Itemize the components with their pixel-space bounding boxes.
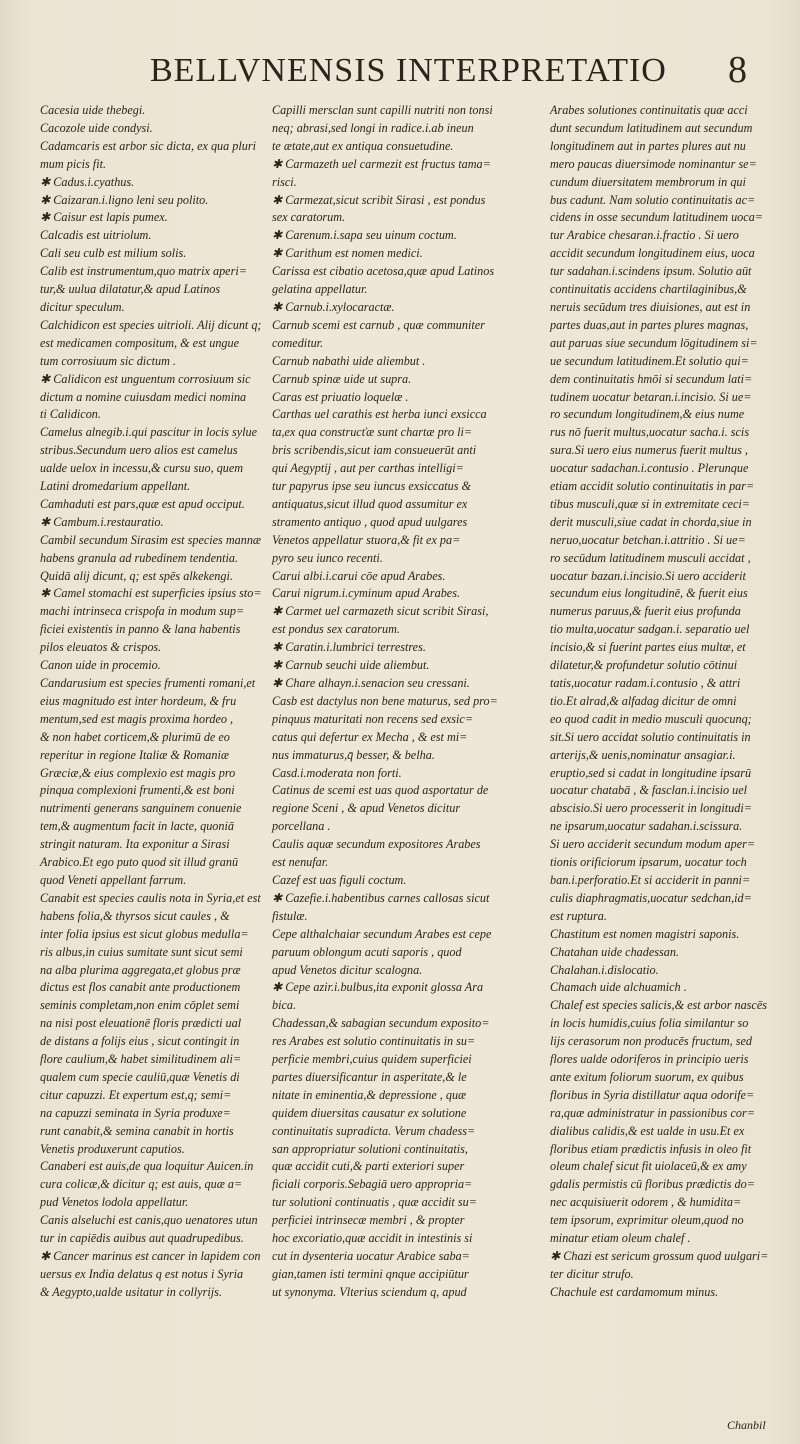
text-line: cundum diuersitatem membrorum in qui (550, 174, 746, 189)
text-line: nus immaturus,q̄ besser, & belha. (272, 747, 435, 762)
text-line: porcellana . (272, 819, 331, 834)
text-line: incisio,& si fuerint partes eius multæ, et (550, 640, 746, 655)
text-line: ualde uelox in incessu,& cursu suo, quem (40, 461, 244, 476)
text-line: citur capuzzi. Et expertum est,q; semi= (40, 1087, 232, 1102)
text-line: risci. (272, 174, 297, 189)
text-line: habens granula ad rubedinem tendentia. (40, 550, 239, 565)
text-line: bica. (272, 998, 297, 1013)
text-line: ✱ Cancer marinus est cancer in lapidem con (40, 1249, 261, 1263)
text-line: tur in capiēdis auibus aut quadrupedibus. (40, 1231, 244, 1246)
text-line: Venetos appellatur stuora,& fit ex pa= (272, 532, 461, 547)
text-line: ban.i.perforatio.Et si acciderit in panni= (550, 872, 751, 887)
text-line: na nisi post eleuationē floris prædicti ual (40, 1016, 242, 1031)
text-line: pinqua complexioni frumenti,& est boni (40, 783, 235, 798)
text-column-middle (272, 102, 528, 1302)
text-line: Cali seu culb est milium solis. (40, 246, 187, 261)
text-line: ✱ Camel stomachi est superficies ipsius sto= (40, 586, 262, 601)
text-line: regione Sceni , & apud Venetos dicitur (272, 801, 461, 816)
text-line: comeditur. (272, 335, 324, 350)
text-line: sura.Si uero eius numerus fuerit multus , (550, 443, 748, 458)
text-line: antiquatus,sicut illud quod assumitur ex (272, 496, 468, 511)
text-line: Si uero acciderit secundum modum aper= (550, 837, 756, 852)
text-line: inter folia ipsius est sicut globus medulla= (40, 926, 249, 941)
text-line: Carnub nabathi uide aliembut . (272, 353, 426, 368)
text-line: Carissa est cibatio acetosa,quæ apud Latinos (272, 264, 495, 279)
text-line: ue secundum latitudinem.Et solutio qui= (550, 353, 749, 368)
text-line: Caras est priuatio loquelæ . (272, 389, 409, 404)
text-line: de distans a folijs eius , sicut contingit in (40, 1034, 240, 1049)
text-line: habens folia,& thyrsos sicut caules , & (40, 908, 230, 923)
catchword: Chanbil (727, 1418, 766, 1432)
text-line: ✱ Carenum.i.sapa seu uinum coctum. (272, 228, 457, 243)
text-line: tem,& augmentum facit in lacte, quoniā (40, 819, 234, 834)
text-line: stringit naturam. Ita exponitur a Sirasi (40, 837, 230, 852)
text-line: ta,ex qua construcťæ sunt chartæ pro li= (272, 425, 473, 440)
text-line: uocatur bazan.i.incisio.Si uero acciderit (550, 568, 746, 583)
text-line: quidem diuersitas causatur ex solutione (272, 1105, 467, 1120)
text-line: mero paucas diuersimode nominantur se= (550, 156, 757, 171)
text-line: tio.Et alrad,& alfadag dicitur de omni (550, 693, 737, 708)
text-line: Cambil secundum Sirasim est species mannæ (40, 532, 262, 547)
text-line: flores ualde odoriferos in principio ueris (550, 1052, 749, 1067)
text-line: na capuzzi seminata in Syria produxe= (40, 1105, 231, 1120)
text-line: lijs cerasorum non producēs fructum, sed (550, 1034, 752, 1049)
text-line: Cacozole uide condysi. (40, 120, 153, 135)
text-line: ante exitum foliorum suorum, ex quibus (550, 1069, 744, 1084)
text-line: gelatina appellatur. (272, 282, 368, 297)
text-line: gian,tamen isti termini qnque accipiūtur (272, 1266, 469, 1281)
text-line: sex caratorum. (272, 210, 346, 225)
text-line: Arabico.Et ego puto quod sit illud granū (40, 855, 239, 870)
text-line: tionis orificiorum ipsarum, uocatur toch (550, 855, 747, 870)
text-line: uocatur sadachan.i.contusio . Plerunque (550, 461, 749, 476)
text-line: pilos eleuatos & crispos. (40, 640, 162, 655)
text-line: ut synonyma. Vlterius sciendum q, apud (272, 1284, 467, 1299)
text-line: Chachule est cardamomum minus. (550, 1284, 719, 1299)
text-line: tibus musculi,quæ si in extremitate ceci= (550, 496, 751, 511)
text-line: Carui nigrum.i.cyminum apud Arabes. (272, 586, 461, 601)
text-line: dilatetur,& profundetur solutio cōtinui (550, 658, 738, 673)
text-line: partes duas,aut in partes plures magnas, (550, 317, 749, 332)
text-line: ✱ Carmazeth uel carmezit est fructus tama= (272, 156, 491, 171)
text-line: uersus ex India delatus q est notus i Syria (40, 1266, 244, 1281)
text-line: Catinus de scemi est uas quod asportatur de (272, 783, 489, 798)
text-line: ficiei existentis in panno & lana habentis (40, 622, 241, 637)
text-line: Chalef est species salicis,& est arbor nascēs (550, 998, 767, 1013)
text-line: bus cadunt. Nam solutio continuitatis ac= (550, 192, 756, 207)
text-line: ✱ Chare alhayn.i.senacion seu cressani. (272, 676, 470, 690)
text-line: stribus.Secundum uero alios est camelus (40, 443, 238, 458)
text-line: dunt secundum latitudinem aut secundum (550, 120, 753, 135)
text-line: Chalahan.i.dislocatio. (550, 962, 659, 977)
text-line: Latini dromedarium appellant. (40, 479, 191, 494)
text-line: oleum chalef sicut fit uiolaceū,& ex amy (550, 1159, 747, 1174)
text-line: mentum,sed est magis proxima hordeo , (40, 711, 234, 726)
text-line: Carnub scemi est carnub , quæ communiter (272, 317, 485, 332)
text-line: ✱ Cazefie.i.habentibus carnes callosas sicut (272, 890, 490, 905)
text-line: longitudinem aut in partes plures aut nu (550, 138, 746, 153)
text-line: Calib est instrumentum,quo matrix aperi= (40, 264, 247, 279)
text-line: paruum oblongum acuti saporis , quod (272, 944, 462, 959)
text-line: qui Aegyptij , aut per carthas intelligi= (272, 461, 464, 476)
text-line: neruis secūdum tres diuisiones, aut est in (550, 299, 751, 314)
text-line: derit musculi,siue cadat in chorda,siue in (550, 514, 752, 529)
text-line: etiam accidit solutio continuitatis in par= (550, 479, 755, 494)
text-line: cura colicæ,& dicitur q; est auis, quæ a= (40, 1177, 243, 1192)
text-line: flore caulium,& habet similitudinem ali= (40, 1052, 242, 1067)
text-line: culis diaphragmatis,uocatur sedchan,id= (550, 890, 752, 905)
text-line: nutrimenti generans sanguinem conuenie (40, 801, 242, 816)
text-line: rus nō fuerit multus,uocatur sacha.i. scis (550, 425, 750, 440)
text-line: machi intrinseca crispofa in modum sup= (40, 604, 245, 619)
text-line: pud Venetos lodola appellatur. (40, 1195, 189, 1210)
text-line: ✱ Carmet uel carmazeth sicut scribit Sirasi, (272, 604, 489, 619)
text-line: aut paruas siue secundum lōgitudinem si= (550, 335, 758, 350)
text-line: eius magnitudo est inter hordeum, & fru (40, 693, 237, 708)
text-line: Casd.i.moderata non forti. (272, 765, 402, 780)
page-header (0, 49, 800, 98)
text-line: pyro seu iunco recenti. (272, 550, 383, 565)
text-line: stramento antiquo , quod apud uulgares (272, 514, 468, 529)
text-line: Canon uide in procemio. (40, 658, 161, 673)
text-line: Quidā alij dicunt, q; est spēs alkekengi. (40, 568, 233, 583)
text-line: ter dicitur strufo. (550, 1266, 634, 1281)
text-line: Carnub spinæ uide ut supra. (272, 371, 412, 386)
text-line: gdalis permistis cū floribus prædictis do= (550, 1177, 755, 1192)
running-title: BELLVNENSIS INTERPRETATIO (150, 52, 667, 89)
text-line: ✱ Caratin.i.lumbrici terrestres. (272, 640, 426, 655)
text-line: abscisio.Si uero processerit in longitudi= (550, 801, 752, 816)
text-line: numerus paruus,& fuerit eius profunda (550, 604, 741, 619)
text-line: tur solutioni continuatis , quæ accidit su= (272, 1195, 477, 1210)
text-line: seminis completam,non enim cōplet semi (40, 998, 240, 1013)
text-line: Cadamcaris est arbor sic dicta, ex qua pluri (40, 138, 256, 153)
text-line: sit.Si uero accidat solutio continuitatis in (550, 729, 751, 744)
text-line: ✱ Carnub.i.xylocaractæ. (272, 299, 395, 314)
text-line: pinquus maturitati non recens sed exsic= (272, 711, 474, 726)
text-line: apud Venetos dicitur scalogna. (272, 962, 423, 977)
text-line: in locis humidis,cuius folia similantur so (550, 1016, 749, 1031)
text-line: continuitatis supradicta. Verum chadess= (272, 1123, 476, 1138)
text-line: Camelus alnegib.i.qui pascitur in locis sylue (40, 425, 257, 440)
text-line: ra,quæ administratur in passionibus cor= (550, 1105, 755, 1120)
text-line: Casb est dactylus non bene maturus, sed pro= (272, 693, 498, 708)
text-line: res Arabes est solutio continuitatis in su= (272, 1034, 476, 1049)
text-line: tio multa,uocatur sadgan.i. separatio uel (550, 622, 750, 637)
text-line: dicitur speculum. (40, 299, 125, 314)
text-line: Capilli mersclan sunt capilli nutriti non tonsi (272, 103, 493, 117)
text-line: Venetis produxerunt caputios. (40, 1141, 185, 1156)
text-line: hoc excoriatio,quæ accidit in intestinis si (272, 1231, 473, 1246)
text-line: perficie membri,cuius quidem superficiei (272, 1052, 472, 1067)
text-line: Cacesia uide thebegi. (40, 103, 146, 117)
text-line: partes diuersificantur in asperitate,& le (272, 1069, 467, 1084)
text-line: Carthas uel carathis est herba iunci exsicca (272, 407, 487, 422)
text-line: & Aegypto,ualde usitatur in collyrijs. (40, 1284, 222, 1299)
text-line: Canis alseluchi est canis,quo uenatores utun (40, 1213, 258, 1228)
text-line: ti Calidicon. (40, 407, 101, 422)
text-line: floribus etiam prædictis infusis in oleo fit (550, 1141, 752, 1156)
text-line: ✱ Carmezat,sicut scribit Sirasi , est pondus (272, 192, 486, 207)
text-line: tem ipsorum, exprimitur oleum,quod no (550, 1213, 744, 1228)
text-line: ✱ Cepe azir.i.bulbus,ita exponit glossa Ara (272, 980, 484, 995)
text-line: accidit secundum longitudinem eius, uoca (550, 246, 755, 261)
text-line: secundum eius longitudinē, & fuerit eius (550, 586, 748, 601)
text-line: mum picis fit. (40, 156, 107, 171)
text-line: catus qui defertur ex Mecha , & est mi= (272, 729, 468, 744)
text-line: nec acquisiuerit odorem , & humidita= (550, 1195, 742, 1210)
text-line: Calchidicon est species uitrioli. Alij dicunt q; (40, 317, 262, 332)
text-line: nitate in eminentia,& depressione , quæ (272, 1087, 467, 1102)
text-line: te ætate,aut ex antiqua consuetudine. (272, 138, 454, 153)
text-line: Cazef est uas figuli coctum. (272, 872, 407, 887)
text-line: continuitatis accidens chartilaginibus,& (550, 282, 747, 297)
text-line: Græciæ,& eius complexio est magis pro (40, 765, 236, 780)
text-line: san appropriatur solutioni continuitatis, (272, 1141, 468, 1156)
text-line: tur,& uulua dilatatur,& apud Latinos (40, 282, 221, 297)
text-line: minatur etiam oleum chalef . (550, 1231, 691, 1246)
text-line: tudinem uocatur betaran.i.incisio. Si ue= (550, 389, 752, 404)
text-line: est nenufar. (272, 855, 329, 870)
text-line: floribus in Syria distillatur aqua odorife= (550, 1087, 755, 1102)
text-line: reperitur in regione Italiæ & Romaniæ (40, 747, 230, 762)
text-line: ne ipsarum,uocatur sadahan.i.scissura. (550, 819, 743, 834)
text-line: ficiali corporis.Sebagiā uero appropria= (272, 1177, 473, 1192)
text-line: cidens in osse secundum latitudinem uoca= (550, 210, 764, 225)
text-line: tur papyrus ipse seu iuncus exsiccatus & (272, 479, 472, 494)
text-line: dem continuitatis hmōi si secundum lati= (550, 371, 753, 386)
text-line: arterijs,& uenis,nominatur ansagiar.i. (550, 747, 736, 762)
text-line: tatis,uocatur radam.i.contusio , & attri (550, 676, 741, 690)
text-line: Chastitum est nomen magistri saponis. (550, 926, 740, 941)
text-line: est ruptura. (550, 908, 607, 923)
text-column-right (550, 102, 772, 1302)
text-line: est pondus sex caratorum. (272, 622, 400, 637)
text-line: ✱ Cambum.i.restauratio. (40, 514, 164, 529)
text-line: ris albus,in cuius sumitate sunt sicut semi (40, 944, 243, 959)
text-line: est medicamen compositum, & est ungue (40, 335, 240, 350)
text-line: Calcadis est uitriolum. (40, 228, 152, 243)
text-line: quod Veneti appellant farrum. (40, 872, 187, 887)
text-line: neruo,uocatur betchan.i.attritio . Si ue= (550, 532, 746, 547)
text-line: eo quod cadit in medio musculi quocunq; (550, 711, 752, 726)
text-line: Chamach uide alchuamich . (550, 980, 687, 995)
text-line: ro secūdum latitudinem musculi accidat , (550, 550, 751, 565)
page-number: 8 (728, 49, 747, 91)
text-line: ✱ Cadus.i.cyathus. (40, 174, 135, 189)
text-line: fistulæ. (272, 908, 308, 923)
text-line: Arabes solutiones continuitatis quæ acci (550, 103, 748, 117)
text-line: qualem cum specie cauliū,quæ Venetis di (40, 1069, 240, 1084)
text-line: dictus est flos canabit ante productionem (40, 980, 241, 995)
text-line: na alba plurima aggregata,et globus præ (40, 962, 241, 977)
text-line: Carui albi.i.carui cōe apud Arabes. (272, 568, 446, 583)
text-line: ✱ Caisur est lapis pumex. (40, 210, 168, 225)
text-line: dialibus calidis,& est ualde in usu.Et ex (550, 1123, 745, 1138)
text-line: Caulis aquæ secundum expositores Arabes (272, 837, 481, 852)
text-line: cut in dysenteria uocatur Arabice saba= (272, 1249, 470, 1263)
text-line: Cepe althalchaiar secundum Arabes est cepe (272, 926, 492, 941)
text-line: neq; abrasi,sed longi in radice.i.ab ineun (272, 120, 474, 135)
text-line: runt canabit,& semina canabit in hortis (40, 1123, 234, 1138)
text-line: Candarusium est species frumenti romani,et (40, 676, 256, 690)
text-line: bris scribendis,sicut iam consueuerūt anti (272, 443, 477, 458)
text-line: dictum a nomine cuiusdam medici nomina (40, 389, 247, 404)
text-line: Canaberi est auis,de qua loquitur Auicen.in (40, 1159, 254, 1174)
text-line: quæ accidit cuti,& parti exteriori super (272, 1159, 465, 1174)
text-line: tur sadahan.i.scindens ipsum. Solutio aūt (550, 264, 752, 279)
text-line: ✱ Carithum est nomen medici. (272, 246, 423, 261)
text-line: Chatahan uide chadessan. (550, 944, 679, 959)
text-line: ✱ Caizaran.i.ligno leni seu polito. (40, 192, 209, 207)
text-line: eruptio,sed si cadat in longitudine ipsarū (550, 765, 752, 780)
text-line: ✱ Chazi est sericum grossum quod uulgari= (550, 1249, 769, 1263)
text-line: Camhaduti est pars,quæ est apud occiput. (40, 496, 245, 511)
text-line: perficiei intrinsecæ membri , & propter (272, 1213, 465, 1228)
text-line: tur Arabice chesaran.i.fractio . Si uero (550, 228, 739, 243)
text-line: ✱ Carnub seuchi uide aliembut. (272, 658, 430, 673)
text-line: & non habet corticem,& plurimū de eo (40, 729, 230, 744)
text-column-left (40, 102, 262, 1302)
text-line: Canabit est species caulis nota in Syria,et est (40, 890, 261, 905)
text-line: ✱ Calidicon est unguentum corrosiuum sic (40, 371, 251, 386)
text-line: uocatur chatabā , & fasclan.i.incisio uel (550, 783, 748, 798)
text-line: tum corrosiuum sic dictum . (40, 353, 176, 368)
text-line: Chadessan,& sabagian secundum exposito= (272, 1016, 490, 1031)
text-line: ro secundum longitudinem,& eius nume (550, 407, 745, 422)
